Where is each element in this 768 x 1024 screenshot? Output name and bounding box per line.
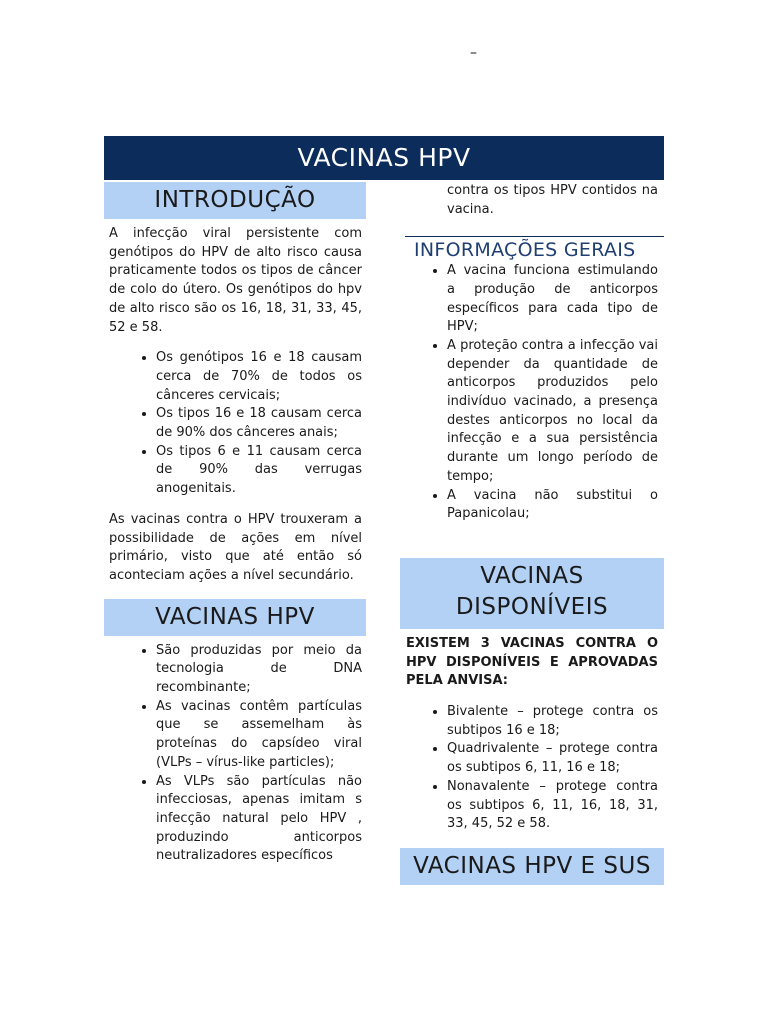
page-title-banner: VACINAS HPV: [104, 136, 664, 180]
intro-paragraph: A infecção viral persistente com genótipos do HPV de alto risco causa praticamente todos os tipos de câncer de colo do útero. Os genótipos do hpv de alto risco são os 16, 18, 31, 33, 45, 52 e 58.: [109, 226, 362, 335]
list-item: • Os tipos 16 e 18 causam cerca de 90% dos cânceres anais;: [156, 405, 362, 442]
list-item: • A proteção contra a infecção vai depender da quantidade de anticorpos produzidos pelo indivíduo vacinado, a presença destes anticorpos no local da infecção e a sua persistência durante um longo período de tempo;: [447, 337, 658, 487]
vacinas-hpv-heading: VACINAS HPV: [104, 599, 366, 636]
list-item: • Quadrivalente – protege contra os subtipos 6, 11, 16 e 18;: [447, 740, 658, 777]
list-item: • Nonavalente – protege contra os subtipos 6, 11, 16, 18, 31, 33, 45, 52 e 58.: [447, 778, 658, 834]
left-column: [109, 182, 362, 866]
list-item: • São produzidas por meio da tecnologia de DNA recombinante;: [156, 642, 362, 698]
continuation-list: [400, 182, 664, 219]
disponiveis-bullet-list: [400, 703, 664, 834]
list-item: • Os genótipos 16 e 18 causam cerca de 70% de todos os cânceres cervicais;: [156, 349, 362, 405]
disponiveis-heading: [400, 558, 664, 629]
list-item: • As vacinas contêm partículas que se assemelham às proteínas do capsídeo viral (VLPs – vírus-like particles);: [156, 698, 362, 773]
info-bullet-list: [400, 262, 664, 524]
header-dash: –: [470, 45, 477, 61]
vacinas-bullet-list: [109, 642, 362, 866]
disponiveis-heading-line2: DISPONÍVEIS: [455, 593, 609, 620]
list-item: • A vacina funciona estimulando a produção de anticorpos específicos para cada tipo de HPV;: [447, 262, 658, 337]
info-heading: INFORMAÇÕES GERAIS: [405, 236, 664, 260]
list-item: • As VLPs são partículas não infecciosas, apenas imitam s infecção natural pelo HPV , produzindo anticorpos neutralizadores específicos: [156, 773, 362, 867]
list-item: • Bivalente – protege contra os subtipos 16 e 18;: [447, 703, 658, 740]
disponiveis-intro: EXISTEM 3 VACINAS CONTRA O HPV DISPONÍVEIS E APROVADAS PELA ANVISA:: [406, 635, 658, 689]
right-column: [400, 182, 664, 885]
list-item: • Os tipos 6 e 11 causam cerca de 90% das verrugas anogenitais.: [156, 443, 362, 499]
intro-bullet-list: [109, 349, 362, 499]
intro-paragraph-2: As vacinas contra o HPV trouxeram a possibilidade de ações em nível primário, visto que até então só aconteciam ações a nível secundário.: [109, 511, 362, 583]
list-item: • A vacina não substitui o Papanicolau;: [447, 487, 658, 524]
sus-heading: VACINAS HPV E SUS: [400, 848, 664, 885]
disponiveis-heading-line1: VACINAS: [480, 562, 584, 589]
continuation-text: contra os tipos HPV contidos na vacina.: [447, 183, 658, 217]
intro-heading: INTRODUÇÃO: [104, 182, 366, 219]
